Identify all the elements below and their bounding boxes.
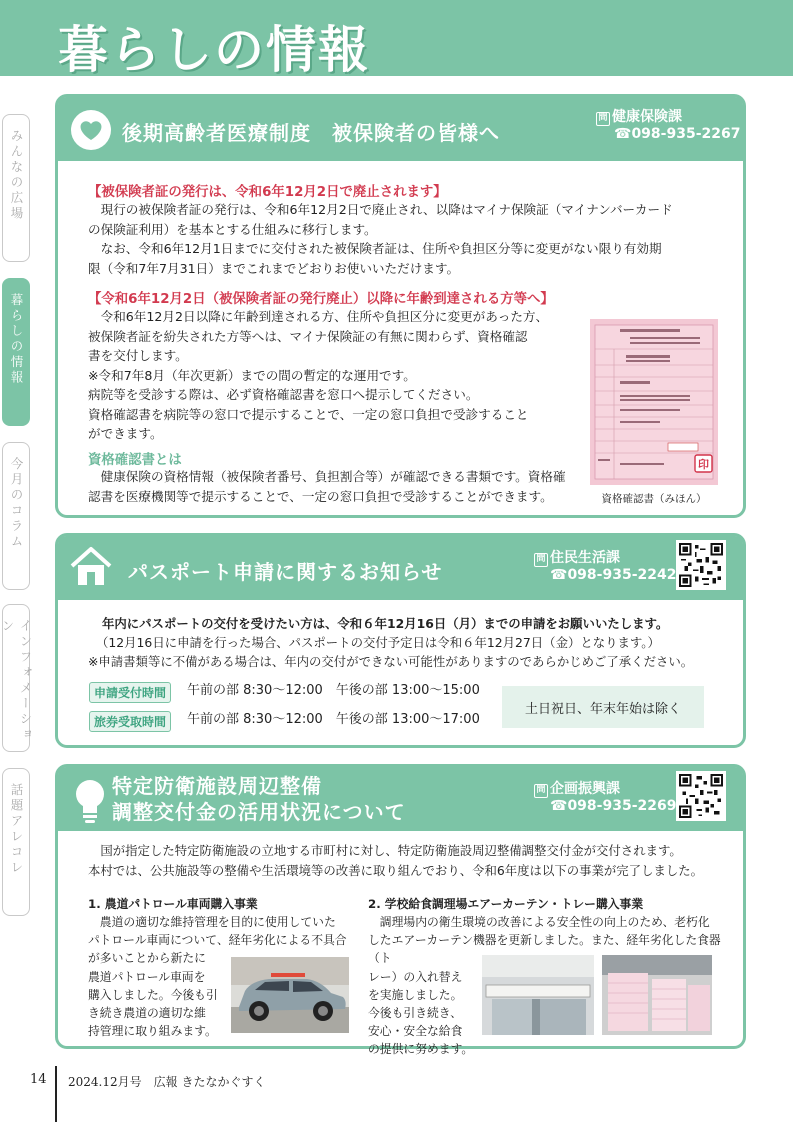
qr-code-icon [679, 774, 723, 818]
dept-tel[interactable]: ☎098-935-2242 [550, 567, 677, 583]
sample-card-image [590, 319, 718, 485]
heading-abolish: 【被保険者証の発行は、令和6年12月2日で廃止されます】 [88, 185, 447, 200]
dept-name: 健康保険課 [612, 109, 682, 125]
qr-code[interactable] [676, 771, 726, 821]
section-title: 後期高齢者医療制度 被保険者の皆様へ [122, 121, 500, 145]
trays-photo [602, 955, 712, 1035]
side-tab-minna[interactable]: みんなの広場 [2, 114, 30, 262]
section-koki-koreisha [55, 94, 746, 518]
side-tab-information[interactable]: インフォメーション [2, 604, 30, 752]
item1-title: 1. 農道パトロール車両購入事業 [88, 897, 258, 911]
image-caption: 資格確認書（みほん） [601, 493, 707, 505]
dept-tel[interactable]: ☎098-935-2267 [614, 126, 741, 142]
side-tab-kurashi[interactable]: 暮らしの情報 [2, 278, 30, 426]
qr-code-icon [679, 543, 723, 587]
dept-contact [534, 781, 676, 815]
item1-body: 農道の適切な維持管理を目的に使用していた パトロール車両について、経年劣化による不具合 が多いことから新たに 農道パトロール車両を 購入しました。今後も引 き続き農道の適切な維 持管理に取り組みます。 [88, 915, 347, 1039]
patrol-car-photo [231, 957, 349, 1033]
inquiry-icon: 問 [534, 784, 548, 798]
paragraph-abolish: 現行の被保険者証の発行は、令和6年12月2日で廃止され、以降はマイナ保険証（マイナンバーカード の保険証利用）を基本とする仕組みに移行します。 なお、令和6年12月1日までに交付された被保険者証は、住所や負担区分等に変更がない限り有効期 限（令和7年7月31日）までこれまでどおりお使いいただけます。 [88, 202, 673, 276]
dept-contact [596, 109, 740, 143]
heading-shikaku: 資格確認書とは [88, 453, 182, 468]
dept-tel[interactable]: ☎098-935-2269 [550, 798, 677, 814]
house-icon [68, 544, 114, 590]
air-curtain-photo [482, 955, 594, 1035]
dept-name: 企画振興課 [550, 781, 620, 797]
dept-name: 住民生活課 [550, 550, 620, 566]
page-title: 暮らしの情報 [58, 21, 370, 79]
side-tab-wadai[interactable]: 話題アレコレ [2, 768, 30, 916]
lightbulb-icon [68, 775, 112, 825]
item2-title: 2. 学校給食調理場エアーカーテン・トレー購入事業 [368, 897, 644, 911]
section-title: 特定防衛施設周辺整備 調整交付金の活用状況について [112, 774, 406, 824]
passport-note-2: ※申請書類等に不備がある場合は、年内の交付ができない可能性がありますのであらかじめご了承ください。 [88, 654, 694, 669]
paragraph-shikaku: 健康保険の資格情報（被保険者番号、負担割合等）が確認できる書類です。資格確 認書を医療機関等で提示することで、一定の窓口負担で受診することができます。 [88, 469, 566, 504]
section-passport [55, 533, 746, 748]
pickup-hours: 午前の部 8:30～12:00 午後の部 13:00～17:00 [187, 712, 480, 727]
footer-publication: 2024.12月号 広報 きたなかぐすく [68, 1075, 266, 1089]
item2-body: 調理場内の衛生環境の改善による安全性の向上のため、老朽化 したエアーカーテン機器を更新しました。また、経年劣化した食器（ト レー）の入れ替え を実施しました。 今後も引き続き、 安心・安全な給食 の提供に努めます。 [368, 915, 721, 1057]
inquiry-icon: 問 [534, 553, 548, 567]
heart-icon [70, 109, 112, 151]
passport-note-1: （12月16日に申請を行った場合、パスポートの交付予定日は令和６年12月27日（金）となります。） [96, 635, 660, 650]
heading-age-reached: 【令和6年12月2日（被保険者証の発行廃止）以降に年齢到達される方等へ】 [88, 292, 554, 307]
footer-divider [55, 1066, 57, 1122]
paragraph-age-reached: 令和6年12月2日以降に年齢到達される方、住所や負担区分に変更があった方、 被保険者証を紛失された方等へは、マイナ保険証の有無に関わらず、資格確認 書を交付します。 ※令和7年8月（年次更新）までの間の暫定的な運用です。 病院等を受診する際は、必ず資格確認書を窓口へ提示してください。 資格確認書を病院等の窓口で提示することで、一定の窓口負担で受診すること ができます。 [88, 309, 549, 441]
section-title: パスポート申請に関するお知らせ [128, 560, 443, 584]
intro-paragraph: 国が指定した特定防衛施設の立地する市町村に対し、特定防衛施設周辺整備調整交付金が交付されます。 本村では、公共施設等の整備や生活環境等の改善に取り組んでおり、令和6年度は以下の事業が完了しました。 [88, 843, 704, 878]
qr-code[interactable] [676, 540, 726, 590]
side-tab-column[interactable]: 今月のコラム [2, 442, 30, 590]
inquiry-icon: 問 [596, 112, 610, 126]
passport-deadline: 年内にパスポートの交付を受けたい方は、令和６年12月16日（月）までの申請をお願いいたします。 [102, 616, 669, 631]
holiday-note: 土日祝日、年末年始は除く [502, 686, 704, 728]
application-hours: 午前の部 8:30～12:00 午後の部 13:00～15:00 [187, 683, 480, 698]
card-seal: 印 [698, 458, 709, 471]
label-application-hours: 申請受付時間 [89, 682, 171, 703]
page-number: 14 [30, 1072, 47, 1087]
label-pickup-hours: 旅券受取時間 [89, 711, 171, 732]
section-defense-grant [55, 764, 746, 1057]
dept-contact [534, 550, 676, 584]
